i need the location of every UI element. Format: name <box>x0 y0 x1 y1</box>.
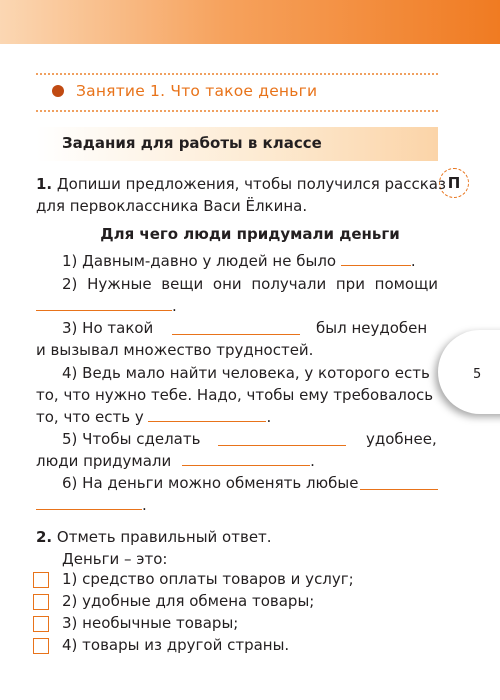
sentence-5c <box>36 451 315 471</box>
answer-blank-4[interactable] <box>148 407 266 422</box>
task1-number: 1. <box>36 175 53 193</box>
section-title: Задания для работы в классе <box>62 134 322 152</box>
sentence-2: 2) Нужные вещи они получали при помощи <box>62 275 438 293</box>
answer-option-1: 1) средство оплаты товаров и услуг; <box>62 570 354 588</box>
sentence-5c-text: люди придумали <box>36 452 172 470</box>
sentence-3c: и вызывал множество трудностей. <box>36 341 314 359</box>
sentence-4a: 4) Ведь мало найти человека, у которого есть <box>62 364 430 382</box>
task2-number: 2. <box>36 528 53 546</box>
divider-bottom <box>36 110 438 112</box>
sentence-4b: то, что нужно тебе. Надо, чтобы ему требовалось <box>36 386 434 404</box>
answer-blank-2[interactable] <box>36 296 172 311</box>
answer-blank-7[interactable] <box>360 475 438 490</box>
task1-subtitle: Для чего люди придумали деньги <box>100 225 400 243</box>
sentence-1-dot: . <box>410 252 416 270</box>
sentence-4c <box>36 407 271 427</box>
answer-checkbox-2[interactable] <box>33 594 49 610</box>
sentence-5a: 5) Чтобы сделать <box>62 430 201 448</box>
lesson-title: Занятие 1. Что такое деньги <box>76 82 318 100</box>
lesson-heading <box>52 82 317 100</box>
sentence-1-text: 1) Давным-давно у людей не было <box>62 252 337 270</box>
page-number: 5 <box>473 367 482 382</box>
answer-option-2: 2) удобные для обмена товары; <box>62 592 315 610</box>
answer-option-4: 4) товары из другой страны. <box>62 636 290 654</box>
task1-line2: для первоклассника Васи Ёлкина. <box>36 197 308 215</box>
answer-blank-6[interactable] <box>182 451 310 466</box>
divider-top <box>36 73 438 75</box>
answer-checkbox-4[interactable] <box>33 638 49 654</box>
answer-option-3: 3) необычные товары; <box>62 614 239 632</box>
answer-blank-1[interactable] <box>341 251 411 266</box>
bullet-icon <box>52 85 64 97</box>
header-band <box>0 0 500 44</box>
task2-title: Отметь правильный ответ. <box>56 528 272 546</box>
badge-letter: П <box>447 174 461 192</box>
answer-blank-3[interactable] <box>172 320 300 335</box>
sentence-4c-text: то, что есть у <box>36 408 144 426</box>
sentence-2-line2 <box>36 296 177 316</box>
sentence-1 <box>62 251 416 271</box>
sentence-4-dot: . <box>266 408 272 426</box>
answer-checkbox-1[interactable] <box>33 572 49 588</box>
task2-heading <box>36 527 272 547</box>
sentence-5-dot: . <box>310 452 315 470</box>
page-tab <box>438 330 500 414</box>
sentence-3b: был неудобен <box>316 319 428 337</box>
sentence-5b: удобнее, <box>366 430 437 448</box>
answer-blank-8[interactable] <box>36 495 142 510</box>
answer-checkbox-3[interactable] <box>33 616 49 632</box>
sentence-6-line2 <box>36 495 147 515</box>
task2-lead: Деньги – это: <box>62 550 168 568</box>
answer-blank-5[interactable] <box>218 431 346 446</box>
sentence-6: 6) На деньги можно обменять любые <box>62 474 359 492</box>
sentence-2-dot: . <box>172 297 177 315</box>
sentence-3a: 3) Но такой <box>62 319 154 337</box>
task1-instruction: Допиши предложения, чтобы получился рассказ <box>56 175 446 193</box>
sentence-6-dot: . <box>142 496 147 514</box>
task1-line1 <box>36 174 446 194</box>
